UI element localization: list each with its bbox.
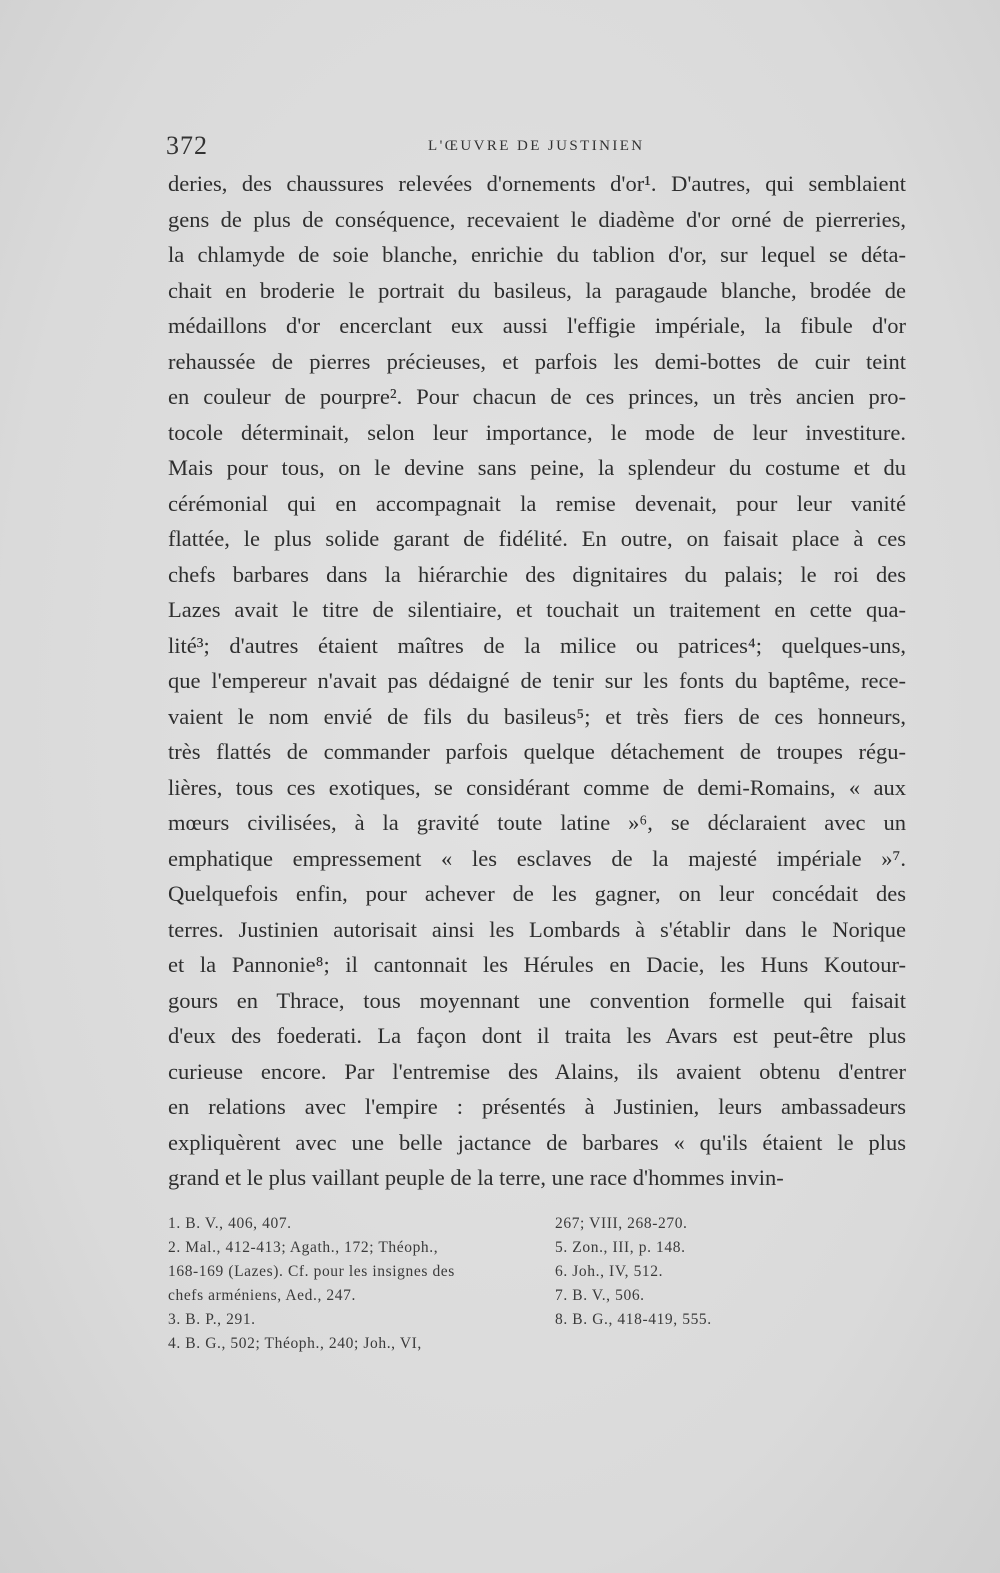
text-line: Quelquefois enfin, pour achever de les gagner, on leur concédait des <box>168 881 906 906</box>
footnote-line: 1. B. V., 406, 407. <box>168 1215 292 1232</box>
text-line: flattée, le plus solide garant de fidélité. En outre, on faisait place à ces <box>168 526 906 551</box>
page-number: 372 <box>166 131 208 160</box>
body-text <box>168 166 906 1196</box>
text-line: deries, des chaussures relevées d'ornements d'or¹. D'autres, qui semblaient <box>168 171 906 196</box>
text-line: grand et le plus vaillant peuple de la terre, une race d'hommes invin- <box>168 1165 784 1190</box>
running-title: L'ŒUVRE DE JUSTINIEN <box>428 138 645 154</box>
footnotes-right-column <box>555 1212 795 1332</box>
text-line: et la Pannonie⁸; il cantonnait les Hérules en Dacie, les Huns Koutour- <box>168 952 906 977</box>
text-line: chefs barbares dans la hiérarchie des dignitaires du palais; le roi des <box>168 561 906 587</box>
footnote-line: 7. B. V., 506. <box>555 1287 645 1304</box>
text-line: curieuse encore. Par l'entremise des Alains, ils avaient obtenu d'entrer <box>168 1058 906 1084</box>
text-line: vaient le nom envié de fils du basileus⁵; et très fiers de ces honneurs, <box>168 703 906 729</box>
footnote-line: 6. Joh., IV, 512. <box>555 1263 664 1280</box>
text-line: tocole déterminait, selon leur importance, le mode de leur investiture. <box>168 419 906 445</box>
text-line: terres. Justinien autorisait ainsi les Lombards à s'établir dans le Norique <box>168 916 906 942</box>
text-line: en couleur de pourpre². Pour chacun de ces princes, un très ancien pro- <box>168 384 906 409</box>
text-line: Lazes avait le titre de silentiaire, et touchait un traitement en cette qua- <box>168 597 906 622</box>
footnote-line: 2. Mal., 412-413; Agath., 172; Théoph., <box>168 1239 439 1256</box>
text-line: expliquèrent avec une belle jactance de barbares « qu'ils étaient le plus <box>168 1129 906 1155</box>
page-header <box>166 131 906 161</box>
text-line: lières, tous ces exotiques, se considérant comme de demi-Romains, « aux <box>168 774 906 800</box>
footnote-line: chefs arméniens, Aed., 247. <box>168 1287 356 1304</box>
footnote-line: 267; VIII, 268-270. <box>555 1215 688 1232</box>
text-line: gens de plus de conséquence, recevaient le diadème d'or orné de pierreries, <box>168 206 906 232</box>
footnote-line: 3. B. P., 291. <box>168 1311 256 1328</box>
text-line: que l'empereur n'avait pas dédaigné de tenir sur les fonts du baptême, rece- <box>168 668 906 693</box>
footnotes-left-column <box>168 1212 528 1356</box>
text-line: gours en Thrace, tous moyennant une convention formelle qui faisait <box>168 987 906 1013</box>
text-line: très flattés de commander parfois quelque détachement de troupes régu- <box>168 739 906 764</box>
footnote-line: 168-169 (Lazes). Cf. pour les insignes des <box>168 1263 455 1280</box>
text-line: chait en broderie le portrait du basileus, la paragaude blanche, brodée de <box>168 277 906 303</box>
text-line: cérémonial qui en accompagnait la remise devenait, pour leur vanité <box>168 490 906 516</box>
text-line: médaillons d'or encerclant eux aussi l'effigie impériale, la fibule d'or <box>168 313 906 338</box>
text-line: lité³; d'autres étaient maîtres de la milice ou patrices⁴; quelques-uns, <box>168 632 906 658</box>
footnote-line: 4. B. G., 502; Théoph., 240; Joh., VI, <box>168 1335 422 1352</box>
footnote-line: 5. Zon., III, p. 148. <box>555 1239 686 1256</box>
text-line: en relations avec l'empire : présentés à Justinien, leurs ambassadeurs <box>168 1094 906 1119</box>
text-line: rehaussée de pierres précieuses, et parfois les demi-bottes de cuir teint <box>168 348 906 374</box>
text-line: Mais pour tous, on le devine sans peine, la splendeur du costume et du <box>168 455 906 480</box>
text-line: emphatique empressement « les esclaves de la majesté impériale »⁷. <box>168 845 906 871</box>
footnote-line: 8. B. G., 418-419, 555. <box>555 1311 712 1328</box>
text-line: la chlamyde de soie blanche, enrichie du tablion d'or, sur lequel se déta- <box>168 242 906 267</box>
text-line: d'eux des foederati. La façon dont il traita les Avars est peut-être plus <box>168 1023 906 1048</box>
text-line: mœurs civilisées, à la gravité toute latine »⁶, se déclaraient avec un <box>168 810 906 835</box>
